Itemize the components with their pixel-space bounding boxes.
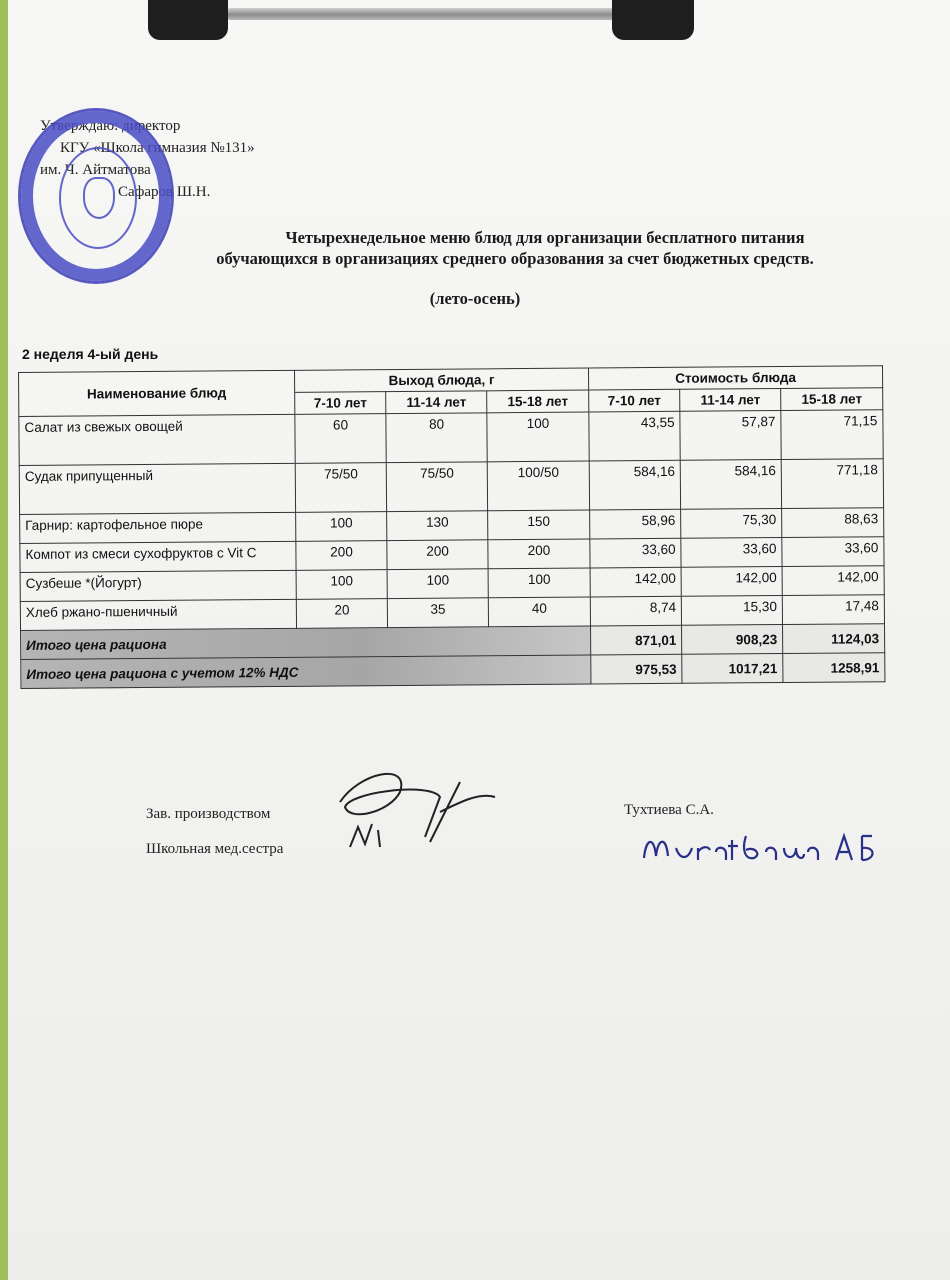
header-cost-age-1: 7-10 лет (589, 389, 680, 412)
yield-cell: 130 (387, 511, 488, 541)
yield-cell: 75/50 (386, 462, 487, 512)
production-head-signature (320, 752, 520, 862)
header-yield: Выход блюда, г (294, 368, 588, 392)
dish-name: Судак припущенный (19, 463, 295, 514)
cost-cell: 584,16 (680, 460, 781, 510)
yield-cell: 60 (295, 414, 387, 464)
clipboard-clip-right-end (612, 0, 694, 40)
total-cost-cell: 871,01 (590, 625, 681, 655)
week-day-label: 2 неделя 4-ый день (22, 346, 159, 362)
nurse-handwritten-text (636, 818, 637, 819)
cost-cell: 88,63 (782, 508, 884, 538)
yield-cell: 100 (296, 570, 387, 600)
school-nurse-label: Школьная мед.сестра (146, 841, 284, 857)
yield-cell: 150 (488, 510, 590, 540)
cost-cell: 142,00 (590, 567, 681, 597)
yield-cell: 20 (296, 599, 387, 629)
total-cost-cell: 908,23 (682, 625, 783, 655)
header-yield-age-1: 7-10 лет (295, 392, 386, 415)
dish-name: Хлеб ржано-пшеничный (20, 599, 296, 630)
table-row (19, 410, 883, 466)
total-vat-cost-cell: 1258,91 (783, 653, 885, 683)
header-yield-age-2: 11-14 лет (386, 391, 487, 414)
cost-cell: 8,74 (590, 596, 681, 626)
total-label: Итого цена рациона (21, 626, 591, 659)
cost-cell: 75,30 (681, 509, 782, 539)
total-vat-label: Итого цена рациона с учетом 12% НДС (21, 655, 591, 688)
total-cost-cell: 1124,03 (783, 624, 885, 654)
yield-cell: 100 (387, 569, 488, 599)
dish-name: Гарнир: картофельное пюре (20, 512, 296, 543)
cost-cell: 58,96 (590, 509, 681, 539)
school-nurse-signature (636, 818, 876, 878)
cost-cell: 33,60 (590, 538, 681, 568)
approval-line-4: Сафаров Ш.Н. (118, 184, 211, 200)
yield-cell: 100 (487, 412, 589, 462)
cost-cell: 15,30 (682, 596, 783, 626)
yield-cell: 100 (296, 512, 387, 542)
total-vat-cost-cell: 975,53 (591, 654, 682, 684)
cost-cell: 33,60 (681, 538, 782, 568)
yield-cell: 35 (388, 598, 489, 628)
cost-cell: 43,55 (589, 411, 681, 461)
dish-name: Салат из свежых овощей (19, 414, 295, 465)
yield-cell: 40 (488, 597, 590, 627)
cost-cell: 142,00 (681, 567, 782, 597)
header-cost: Стоимость блюда (588, 366, 882, 390)
yield-cell: 100 (488, 568, 590, 598)
total-vat-row (21, 653, 885, 689)
production-head-label: Зав. производством (146, 806, 271, 822)
approval-line-1: Утверждаю: директор (40, 118, 181, 134)
approval-line-2: КГУ «Школа гимназия №131» (60, 140, 255, 156)
header-dish-name: Наименование блюд (19, 370, 295, 416)
document-title-line-1: Четырехнедельное меню блюд для организации бесплатного питания (285, 228, 805, 247)
clipboard-clip-left-end (148, 0, 228, 40)
cost-cell: 57,87 (680, 411, 781, 461)
dish-name: Сузбеше *(Йогурт) (20, 570, 296, 601)
yield-cell: 200 (387, 540, 488, 570)
document-title-season: (лето-осень) (429, 289, 521, 308)
yield-cell: 75/50 (295, 463, 387, 513)
yield-cell: 80 (386, 413, 487, 463)
header-cost-age-2: 11-14 лет (680, 389, 781, 412)
cost-cell: 142,00 (782, 566, 884, 596)
cost-cell: 771,18 (781, 459, 883, 509)
header-yield-age-3: 15-18 лет (487, 390, 589, 413)
yield-cell: 200 (488, 539, 590, 569)
cost-cell: 33,60 (782, 537, 884, 567)
document-title-line-2: обучающихся в организациях среднего образования за счет бюджетных средств. (216, 249, 814, 268)
total-vat-cost-cell: 1017,21 (682, 654, 783, 684)
dish-name: Компот из смеси сухофруктов с Vit C (20, 541, 296, 572)
menu-table (18, 365, 885, 689)
cost-cell: 17,48 (782, 595, 884, 625)
table-row (19, 459, 883, 515)
yield-cell: 100/50 (487, 461, 589, 511)
production-head-name: Тухтиева С.А. (624, 802, 714, 818)
cost-cell: 71,15 (781, 410, 883, 460)
cost-cell: 584,16 (589, 460, 681, 510)
clipboard-clip-bar (225, 8, 620, 20)
header-cost-age-3: 15-18 лет (781, 388, 883, 411)
yield-cell: 200 (296, 541, 387, 571)
approval-line-3: им. Ч. Айтматова (40, 162, 151, 178)
